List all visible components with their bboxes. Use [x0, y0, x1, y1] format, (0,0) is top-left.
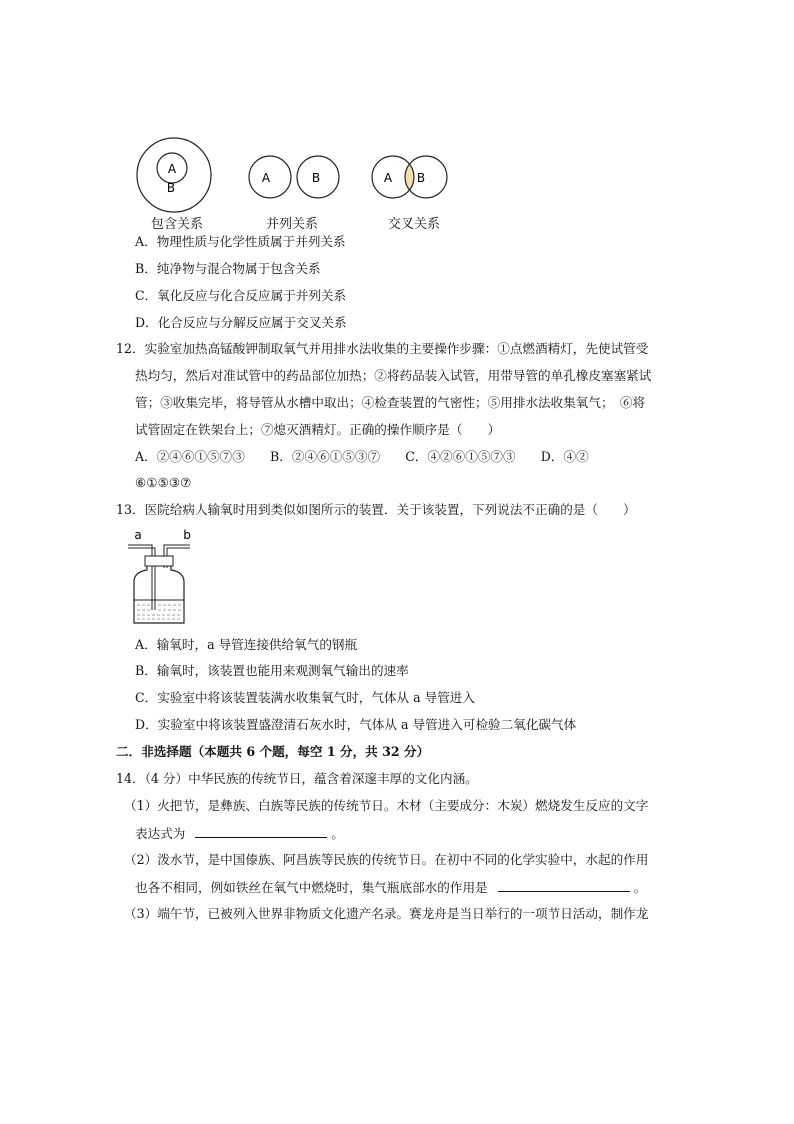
q14-part1-line-2: [135, 824, 344, 843]
cross-letter-a: A: [383, 171, 393, 185]
contain-letter-a: A: [167, 162, 177, 176]
parallel-letter-b: B: [311, 171, 321, 185]
q12-options-line-2: ⑥①⑤③⑦: [135, 475, 192, 490]
q14-part1-line-1: （1）火把节，是彝族、白族等民族的传统节日。木材（主要成分：木炭）燃烧发生反应的文字: [124, 798, 649, 813]
cross-letter-b: B: [416, 171, 426, 185]
venn-contain-diagram: [0, 0, 794, 240]
tube-a-label: a: [134, 528, 142, 542]
tube-b-label: b: [183, 528, 191, 542]
q12-stem-line-2: 热均匀，然后对准试管中的药品部位加热；②将药品装入试管，用带导管的单孔橡皮塞塞紧试: [135, 368, 652, 383]
q13-option-d: D．实验室中将该装置盛澄清石灰水时，气体从 a 导管进入可检验二氧化碳气体: [135, 717, 577, 732]
q12-stem-line-3: 管；③收集完毕，将导管从水槽中取出；④检查装置的气密性；⑤用排水法收集氧气； ⑥将: [135, 395, 646, 410]
q14-part2-line-2: [135, 878, 646, 897]
q12-stem-line-4: 试管固定在铁架台上；⑦熄灭酒精灯。正确的操作顺序是（ ）: [135, 422, 501, 437]
q14-part1-prefix: 表达式为: [135, 826, 186, 841]
q14-part2-line-1: （2）泼水节，是中国傣族、阿昌族等民族的传统节日。在初中不同的化学实验中，水起的作用: [124, 852, 649, 867]
parallel-letter-a: A: [261, 171, 271, 185]
bottle-body: [134, 566, 184, 623]
q13-option-b: B．输氧时，该装置也能用来观测氧气输出的速率: [135, 663, 409, 678]
q11-option-b: B．纯净物与混合物属于包含关系: [135, 261, 321, 276]
q13-option-a: A．输氧时，a 导管连接供给氧气的钢瓶: [135, 637, 358, 652]
cross-relation-label: 交叉关系: [388, 217, 441, 232]
q14-part3-line-1: （3）端午节，已被列入世界非物质文化遗产名录。赛龙舟是当日举行的一项节日活动，制作龙: [124, 906, 649, 921]
q12-options-line-1: A．②④⑥①⑤⑦③ B．②④⑥①⑤③⑦ C．④②⑥①⑤⑦③ D．④②: [135, 449, 589, 464]
q14-part2-answer-blank[interactable]: [498, 878, 630, 892]
q11-option-d: D．化合反应与分解反应属于交叉关系: [135, 315, 347, 330]
q14-part1-answer-blank[interactable]: [195, 824, 327, 838]
contain-relation-label: 包含关系: [151, 217, 204, 232]
q13-option-c: C．实验室中将该装置装满水收集氧气时，气体从 a 导管进入: [135, 690, 475, 705]
q14-part2-prefix: 也各不相同，例如铁丝在氧气中燃烧时，集气瓶底部水的作用是: [135, 880, 488, 895]
oxygen-bottle-apparatus: [128, 528, 208, 626]
q14-stem: 14．（4 分）中华民族的传统节日，蕴含着深邃丰厚的文化内涵。: [116, 771, 478, 786]
q14-part2-end: 。: [633, 880, 647, 895]
contain-letter-b: B: [166, 181, 176, 195]
section-2-title: 二．非选择题（本题共 6 个题，每空 1 分，共 32 分）: [116, 744, 430, 759]
q13-stem: 13．医院给病人输氧时用到类似如图所示的装置．关于该装置，下列说法不正确的是（ ）: [116, 502, 636, 517]
q12-stem-line-1: 12．实验室加热高锰酸钾制取氧气并用排水法收集的主要操作步骤：①点燃酒精灯，先使试管受: [116, 341, 649, 356]
q14-part1-end: 。: [331, 826, 344, 841]
parallel-relation-label: 并列关系: [266, 217, 319, 232]
q11-option-c: C．氧化反应与化合反应属于并列关系: [135, 288, 347, 303]
bottle-stopper: [145, 556, 173, 566]
q11-option-a: A．物理性质与化学性质属于并列关系: [135, 234, 346, 249]
